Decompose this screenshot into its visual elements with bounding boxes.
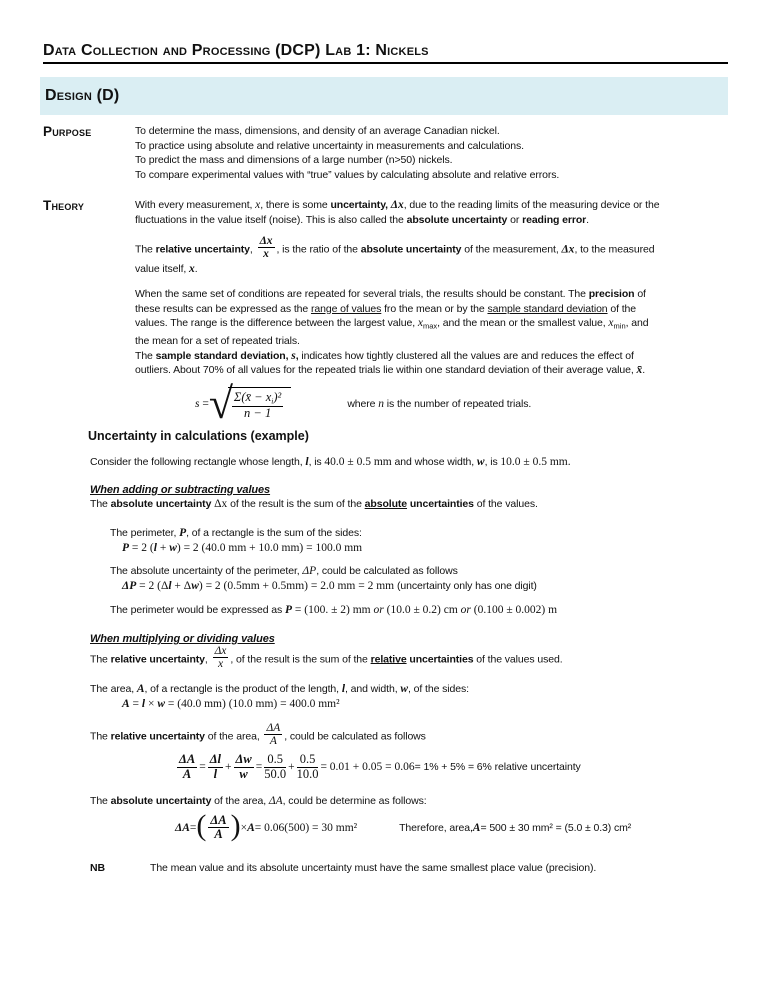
text-segment: (10.0 ± 0.2) cm	[383, 604, 461, 617]
theory-paragraph-line	[135, 302, 740, 317]
text-segment: = 2 (Δ	[136, 579, 169, 592]
perimeter-uncertainty-intro	[110, 564, 768, 579]
text-segment: w	[157, 697, 166, 710]
text-segment: relative uncertainty	[155, 243, 250, 256]
formula-note	[347, 398, 531, 410]
theory-section	[43, 198, 740, 378]
text-segment: the mean for a set of repeated trials.	[135, 335, 300, 348]
text-segment: , could be calculated as follows	[316, 565, 458, 578]
text-segment: of the area,	[204, 730, 263, 743]
text-segment: The	[90, 795, 111, 808]
text-segment: =	[255, 761, 263, 774]
text-segment: relative	[370, 653, 407, 666]
text-segment: The area,	[90, 683, 137, 696]
text-segment: of the result is the sum of the	[227, 498, 365, 511]
text-segment: absolute uncertainty	[110, 795, 212, 808]
theory-paragraph-line	[135, 234, 740, 263]
text-segment: l	[141, 697, 146, 710]
theory-paragraph-line	[135, 198, 740, 213]
theory-paragraph-line	[135, 262, 740, 277]
text-segment: x	[608, 317, 614, 330]
text-segment: of	[634, 287, 646, 300]
text-segment: The absolute uncertainty of the perimeter,	[110, 565, 303, 578]
inline-fraction: $\frac{0.5}{50.0}$	[264, 752, 287, 781]
text-segment: of the values.	[473, 498, 538, 511]
text-segment: ) = 2 (0.5mm + 0.5mm) = 2.0 mm = 2 mm	[198, 579, 397, 592]
text-segment: l	[153, 541, 157, 554]
absolute-uncertainty-equation: ΔA = ( $\frac{\Delta A}{A}$ ) × A = 0.06(500) = 30 mm² Therefore, area, A = 500 ± 30 mm² = (5.0 ± 0.3) cm²	[175, 808, 632, 842]
inline-fraction: $\frac{\Delta l}{l}$	[209, 752, 221, 781]
inline-fraction: $\frac{\Delta A}{A}$	[210, 812, 227, 842]
text-segment: values. The range is the difference between the largest value,	[135, 317, 418, 330]
text-segment: of the measurement,	[461, 243, 562, 256]
inline-fraction: $\frac{0.5}{10.0}$	[296, 752, 319, 781]
multiplying-rule-line	[90, 644, 768, 673]
purpose-line: To determine the mass, dimensions, and density of an average Canadian nickel.	[135, 125, 500, 137]
text-segment: P	[285, 604, 293, 617]
nb-note	[90, 861, 768, 874]
text-segment: =	[129, 697, 142, 710]
text-segment: , due to the reading limits of the measuring device or the	[403, 199, 660, 212]
text-segment: , is	[308, 456, 325, 469]
inline-fraction: $\frac{\Delta x}{x}$	[259, 234, 273, 260]
text-segment: or	[507, 213, 523, 226]
text-segment: ) = 2 (40.0 mm + 10.0 mm) = 100.0 mm	[176, 541, 363, 554]
text-segment: ΔA	[268, 795, 283, 808]
text-segment: reading error	[522, 213, 587, 226]
text-segment: ΔP	[302, 565, 317, 578]
text-segment: is the number of repeated trials.	[383, 397, 532, 410]
text-segment: Δx	[214, 498, 228, 511]
multiplying-subheading: When multiplying or dividing values	[90, 632, 275, 645]
text-segment: ,	[249, 243, 256, 256]
text-segment: A	[122, 697, 130, 710]
relative-uncertainty-intro	[90, 721, 768, 750]
sqrt-body	[228, 387, 291, 420]
relative-uncertainty-equation	[175, 753, 768, 781]
text-segment: l	[341, 683, 346, 696]
inline-fraction: $\frac{\Delta w}{w}$	[235, 752, 252, 781]
text-segment: relative uncertainty	[110, 653, 205, 666]
perimeter-intro-line	[110, 526, 768, 541]
text-segment: range of values	[310, 302, 382, 315]
text-segment: The	[135, 349, 156, 362]
text-segment: max	[422, 321, 438, 331]
text-segment: or	[460, 604, 471, 617]
text-segment: , is	[484, 456, 501, 469]
text-segment: The	[90, 730, 111, 743]
text-segment: of the values used.	[473, 653, 563, 666]
text-segment: , could be calculated as follows	[284, 730, 426, 743]
area-intro-line	[90, 682, 768, 697]
theory-paragraph-line	[135, 363, 740, 378]
text-segment: +	[156, 541, 170, 554]
text-segment: s	[195, 397, 200, 410]
text-segment: uncertainties	[409, 653, 474, 666]
text-segment: ΔA	[175, 821, 190, 834]
design-section-label: Design (D)	[45, 87, 120, 104]
text-segment: x̄	[636, 364, 643, 377]
text-segment: Therefore, area,	[399, 821, 473, 834]
text-segment: , of a rectangle is the product of the length,	[144, 683, 342, 696]
text-segment: of the area,	[211, 795, 269, 808]
text-segment: x	[255, 199, 261, 212]
text-segment: + Δ	[171, 579, 192, 592]
text-segment: The	[90, 498, 111, 511]
numerator-text: Σ(x̄ − x	[233, 390, 272, 405]
text-segment: = (40.0 mm) (10.0 mm) = 400.0 mm²	[165, 697, 340, 710]
text-segment: , and	[625, 317, 649, 330]
text-segment: ×	[240, 821, 248, 834]
text-segment: 10.0 ± 0.5 mm.	[500, 456, 571, 469]
text-segment: s	[291, 349, 296, 362]
text-segment: (0.100 ± 0.002) m	[470, 604, 558, 617]
purpose-line: To practice using absolute and relative uncertainty in measurements and calculations.	[135, 139, 524, 152]
text-segment: fluctuations in the value itself (noise). This is also called the	[135, 213, 407, 226]
text-segment: relative uncertainty	[110, 730, 205, 743]
text-segment: Consider the following rectangle whose length,	[90, 456, 306, 469]
text-segment: ×	[145, 697, 158, 710]
text-segment: When the same set of conditions are repeated for several trials, the results should be constant. The	[135, 287, 589, 300]
formula-numerator	[232, 391, 283, 407]
text-segment: 40.0 ± 0.5 mm	[324, 456, 392, 469]
text-segment: =	[199, 761, 206, 774]
std-dev-formula	[195, 379, 768, 429]
text-segment: =	[189, 821, 197, 834]
text-segment: precision	[588, 287, 635, 300]
text-segment: .	[586, 213, 589, 226]
text-segment: The perimeter,	[110, 527, 180, 539]
text-segment: = 500 ± 30 mm² = (5.0 ± 0.3) cm²	[480, 821, 632, 834]
text-segment: absolute uncertainty	[110, 498, 215, 511]
text-segment: = (100. ± 2) mm	[292, 604, 374, 617]
formula-fraction	[232, 391, 283, 420]
text-segment: = 0.06(500) = 30 mm²	[254, 821, 358, 834]
text-segment: , of a rectangle is the sum of the sides:	[186, 527, 362, 539]
text-segment: Δx	[561, 243, 575, 256]
text-segment: The perimeter would be expressed as	[110, 604, 285, 617]
text-segment: , and width,	[345, 683, 401, 696]
theory-paragraph-line	[135, 287, 740, 302]
text-segment: w	[400, 683, 409, 696]
text-segment: (uncertainty only has one digit)	[396, 579, 537, 592]
theory-paragraph-line	[135, 316, 740, 334]
text-segment: min	[613, 321, 626, 331]
text-segment: .	[642, 364, 646, 377]
purpose-line: To compare experimental values with “true” values by calculating absolute and relative errors.	[135, 168, 560, 181]
calc-example-heading: Uncertainty in calculations (example)	[88, 429, 309, 444]
adding-rule-line	[90, 497, 768, 512]
text-segment: fro the mean or by the	[381, 302, 488, 315]
text-segment: x	[189, 263, 195, 276]
text-segment: P	[179, 527, 187, 539]
text-segment: w	[169, 541, 177, 554]
text-segment: and whose width,	[391, 456, 477, 469]
text-segment: n	[378, 397, 384, 410]
nb-text: The mean value and its absolute uncertainty must have the same smallest place value (precision).	[150, 861, 597, 874]
inline-fraction: $\frac{\Delta A}{A}$	[179, 752, 196, 781]
text-segment: , is the ratio of the	[276, 243, 361, 256]
text-segment: x	[417, 317, 423, 330]
theory-paragraph-line	[135, 349, 740, 364]
text-segment: w	[476, 456, 485, 469]
absolute-uncertainty-intro	[90, 794, 768, 809]
text-segment: = 1% + 5% = 6% relative uncertainty	[414, 761, 581, 774]
text-segment: absolute uncertainty	[360, 243, 462, 256]
text-segment: uncertainties	[409, 498, 474, 511]
text-segment: = 2 (	[129, 541, 154, 554]
inline-fraction: $\frac{\Delta x}{x}$	[214, 644, 227, 670]
text-segment: ,	[295, 349, 299, 362]
text-segment: , there is some	[260, 199, 331, 212]
numerator-text: )²	[273, 390, 282, 405]
text-segment: or	[373, 604, 384, 617]
text-segment: of the	[607, 302, 637, 315]
text-segment: sample standard deviation	[487, 302, 608, 315]
text-segment: A	[136, 683, 145, 696]
sqrt-radical-icon: √	[208, 379, 233, 429]
text-segment: A	[472, 821, 481, 834]
text-segment: , to the measured	[574, 243, 655, 256]
document-title: Data Collection and Processing (DCP) Lab 1: Nickels	[43, 42, 728, 64]
text-segment: Δx	[390, 199, 404, 212]
purpose-section	[43, 124, 740, 182]
text-segment: l	[305, 456, 309, 469]
adding-subheading: When adding or subtracting values	[90, 483, 271, 496]
text-segment: w	[191, 579, 199, 592]
text-segment: The	[90, 653, 111, 666]
text-segment: A	[247, 821, 255, 834]
text-segment: +	[225, 761, 232, 774]
formula-lhs	[195, 398, 209, 410]
purpose-line: To predict the mass and dimensions of a large number (n>50) nickels.	[135, 154, 453, 167]
text-segment: , could be determine as follows:	[282, 795, 427, 808]
text-segment: With every measurement,	[135, 199, 256, 212]
area-equation	[122, 697, 768, 712]
text-segment: these results can be expressed as the	[135, 302, 311, 315]
text-segment: ,	[204, 653, 211, 666]
text-segment: , of the result is the sum of the	[230, 653, 371, 666]
inline-fraction: $\frac{\Delta A}{A}$	[266, 721, 281, 747]
formula-denominator: n − 1	[244, 405, 272, 420]
purpose-label: Purpose	[43, 124, 92, 139]
text-segment: value itself,	[135, 263, 190, 276]
design-section-banner	[40, 77, 728, 115]
theory-paragraph-line	[135, 334, 740, 349]
text-segment: , of the sides:	[408, 683, 469, 696]
text-segment: ΔP	[122, 579, 137, 592]
text-segment: +	[288, 761, 295, 774]
text-segment: absolute uncertainty	[406, 213, 508, 226]
text-segment: uncertainty,	[330, 199, 391, 212]
text-segment: , and the mean or the smallest value,	[437, 317, 609, 330]
text-segment: l	[168, 579, 172, 592]
perimeter-expressed-line	[110, 603, 768, 618]
numerator-subscript: i	[271, 396, 274, 406]
text-segment: = 0.01 + 0.05 = 0.06	[320, 761, 415, 774]
perimeter-uncertainty-equation	[122, 579, 768, 594]
text-segment: where	[347, 397, 379, 410]
text-segment: indicates how tightly clustered all the values are and reduces the effect of	[298, 349, 634, 362]
text-segment: .	[194, 263, 198, 276]
text-segment: P	[122, 541, 130, 554]
perimeter-equation	[122, 541, 768, 556]
text-segment: outliers. About 70% of all values for the repeated trials lie within one standard deviation of their average value,	[135, 364, 637, 377]
theory-paragraph-line	[135, 213, 740, 228]
text-segment: =	[199, 397, 209, 410]
text-segment: absolute	[364, 498, 408, 511]
consider-line	[90, 455, 768, 470]
theory-label: Theory	[43, 198, 85, 214]
nb-label: NB	[90, 861, 105, 874]
text-segment: sample standard deviation,	[155, 349, 292, 362]
text-segment: The	[135, 243, 156, 256]
